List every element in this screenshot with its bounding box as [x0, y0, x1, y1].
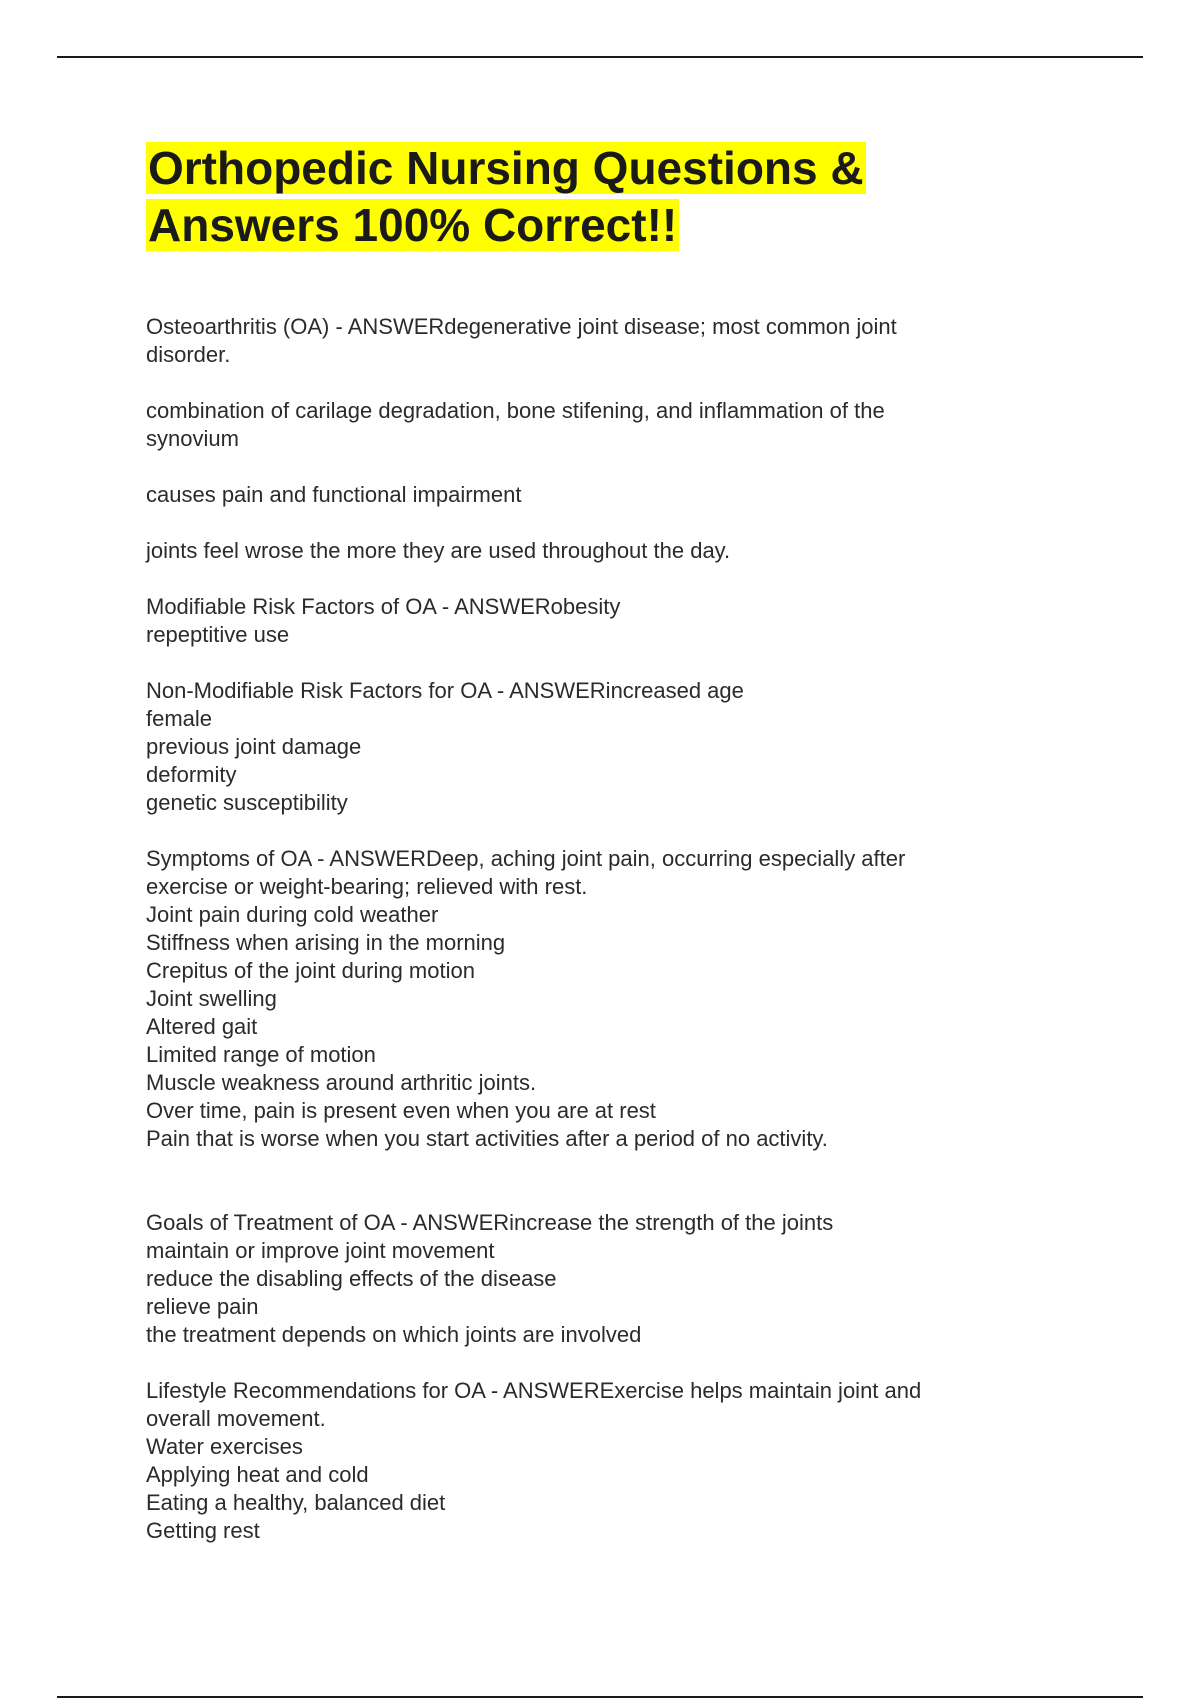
- text-line: the treatment depends on which joints are involved: [146, 1322, 642, 1347]
- text-line: joints feel wrose the more they are used throughout the day.: [146, 538, 731, 563]
- document-title: [146, 140, 866, 254]
- text-line: Applying heat and cold: [146, 1462, 369, 1487]
- text-line: causes pain and functional impairment: [146, 482, 522, 507]
- qa-block-non-modifiable-risk: [146, 677, 1006, 817]
- text-line: Eating a healthy, balanced diet: [146, 1490, 446, 1515]
- bottom-rule: [57, 1696, 1143, 1698]
- text-line: Water exercises: [146, 1434, 303, 1459]
- text-line: Symptoms of OA - ANSWERDeep, aching joint pain, occurring especially after: [146, 846, 906, 871]
- document-body: [146, 313, 1006, 1545]
- text-line: maintain or improve joint movement: [146, 1238, 495, 1263]
- qa-block-osteoarthritis: [146, 313, 1006, 369]
- text-line: female: [146, 706, 213, 731]
- text-line: genetic susceptibility: [146, 790, 348, 815]
- text-line: overall movement.: [146, 1406, 326, 1431]
- text-line: combination of carilage degradation, bone stifening, and inflammation of the: [146, 398, 885, 423]
- top-rule: [57, 56, 1143, 58]
- paragraph-combination: [146, 397, 1006, 453]
- text-line: Joint swelling: [146, 986, 277, 1011]
- text-line: repeptitive use: [146, 622, 290, 647]
- qa-block-symptoms: [146, 845, 1006, 1153]
- text-line: synovium: [146, 426, 239, 451]
- qa-block-lifestyle: [146, 1377, 1006, 1545]
- text-line: Crepitus of the joint during motion: [146, 958, 475, 983]
- title-line-1: Orthopedic Nursing Questions &: [148, 142, 864, 194]
- text-line: disorder.: [146, 342, 231, 367]
- text-line: Osteoarthritis (OA) - ANSWERdegenerative joint disease; most common joint: [146, 314, 897, 339]
- text-line: Limited range of motion: [146, 1042, 376, 1067]
- text-line: reduce the disabling effects of the disease: [146, 1266, 557, 1291]
- text-line: Stiffness when arising in the morning: [146, 930, 506, 955]
- text-line: Non-Modifiable Risk Factors for OA - ANSWERincreased age: [146, 678, 744, 703]
- text-line: Pain that is worse when you start activities after a period of no activity.: [146, 1126, 828, 1151]
- text-line: previous joint damage: [146, 734, 362, 759]
- text-line: relieve pain: [146, 1294, 259, 1319]
- paragraph-pain: [146, 481, 1006, 509]
- qa-block-modifiable-risk: [146, 593, 1006, 649]
- text-line: Muscle weakness around arthritic joints.: [146, 1070, 537, 1095]
- text-line: Altered gait: [146, 1014, 258, 1039]
- text-line: exercise or weight-bearing; relieved with rest.: [146, 874, 588, 899]
- text-line: Lifestyle Recommendations for OA - ANSWERExercise helps maintain joint and: [146, 1378, 922, 1403]
- qa-block-treatment-goals: [146, 1209, 1006, 1349]
- text-line: Getting rest: [146, 1518, 260, 1543]
- title-line-2: Answers 100% Correct!!: [148, 199, 678, 251]
- text-line: Modifiable Risk Factors of OA - ANSWERobesity: [146, 594, 621, 619]
- text-line: deformity: [146, 762, 237, 787]
- text-line: Joint pain during cold weather: [146, 902, 439, 927]
- text-line: Over time, pain is present even when you are at rest: [146, 1098, 656, 1123]
- paragraph-joints-worse: [146, 537, 1006, 565]
- text-line: Goals of Treatment of OA - ANSWERincrease the strength of the joints: [146, 1210, 834, 1235]
